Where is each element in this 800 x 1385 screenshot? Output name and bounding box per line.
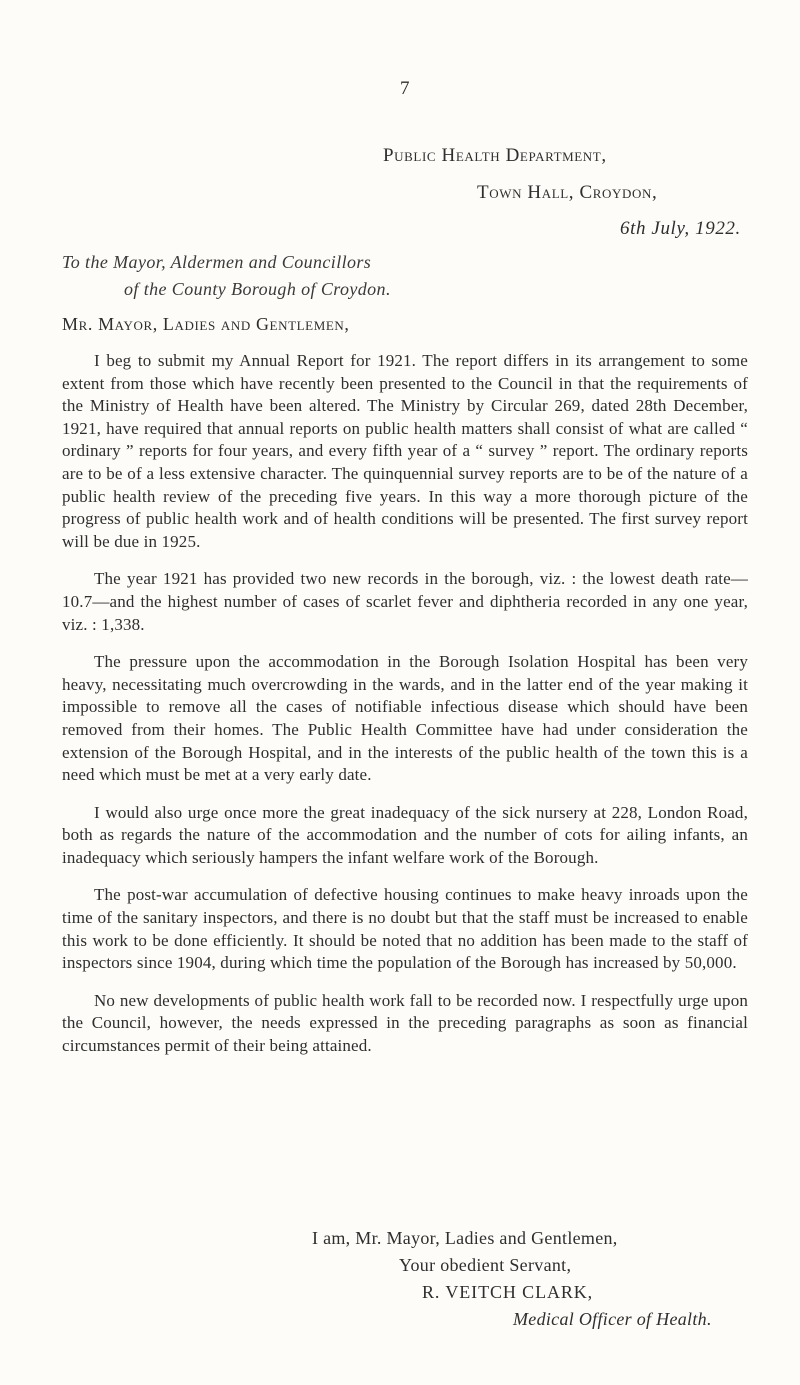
paragraph: I would also urge once more the great inadequacy of the sick nursery at 228, London Road, both as regards the nature of the accommodation and the number of cots for ailing infants, an inadequacy which seriously hampers the infant welfare work of the Borough. [62, 802, 748, 867]
signature-name: R. VEITCH CLARK, [422, 1282, 594, 1302]
department-line: Public Health Department, [383, 145, 607, 166]
salutation: Mr. Mayor, Ladies and Gentlemen, [62, 314, 350, 334]
signature-title: Medical Officer of Health. [513, 1309, 712, 1329]
paragraph: No new developments of public health work fall to be recorded now. I respectfully urge upon the Council, however, the needs expressed in the preceding paragraphs as soon as financial circumstances permit of their being attained. [62, 990, 748, 1056]
letter-body [62, 350, 748, 1073]
closing-line: I am, Mr. Mayor, Ladies and Gentlemen, [312, 1228, 618, 1248]
recipient-line-2: of the County Borough of Croydon. [124, 279, 391, 299]
paragraph: I beg to submit my Annual Report for 1921. The report differs in its arrangement to some extent from those which have recently been presented to the Council in that the requirements of the Ministry of Health have been altered. The Ministry by Circular 269, dated 28th December, 1921, have required that annual reports on public health matters shall consist of what are called “ ordinary ” reports for four years, and every fifth year of a “ survey ” report. The ordinary reports are to be of a less extensive character. The quinquennial survey reports are to be of the nature of a public health review of the preceding five years. In this way a more thorough picture of the progress of public health work and of health conditions will be presented. The first survey report will be due in 1925. [62, 351, 748, 551]
paragraph: The year 1921 has provided two new records in the borough, viz. : the lowest death rate—10.7—and the highest number of cases of scarlet fever and diphtheria recorded in any one year, viz. : 1,338. [62, 569, 748, 634]
page-number: 7 [400, 78, 410, 99]
closing-servant: Your obedient Servant, [399, 1255, 572, 1275]
location-line: Town Hall, Croydon, [477, 182, 658, 203]
recipient-line-1: To the Mayor, Aldermen and Councillors [62, 252, 372, 272]
letter-date: 6th July, 1922. [620, 218, 741, 239]
paragraph: The post-war accumulation of defective housing continues to make heavy inroads upon the time of the sanitary inspectors, and there is no doubt but that the staff must be increased to enable this work to be done efficiently. It should be noted that no addition has been made to the staff of inspectors since 1904, during which time the population of the Borough has increased by 50,000. [62, 885, 748, 973]
paragraph: The pressure upon the accommodation in the Borough Isolation Hospital has been very heavy, necessitating much overcrowding in the wards, and in the latter end of the year making it impossible to remove all the cases of notifiable infectious disease which should have been removed from their homes. The Public Health Committee have had under consideration the extension of the Borough Hospital, and in the interests of the public health of the town this is a need which must be met at a very early date. [62, 652, 748, 785]
